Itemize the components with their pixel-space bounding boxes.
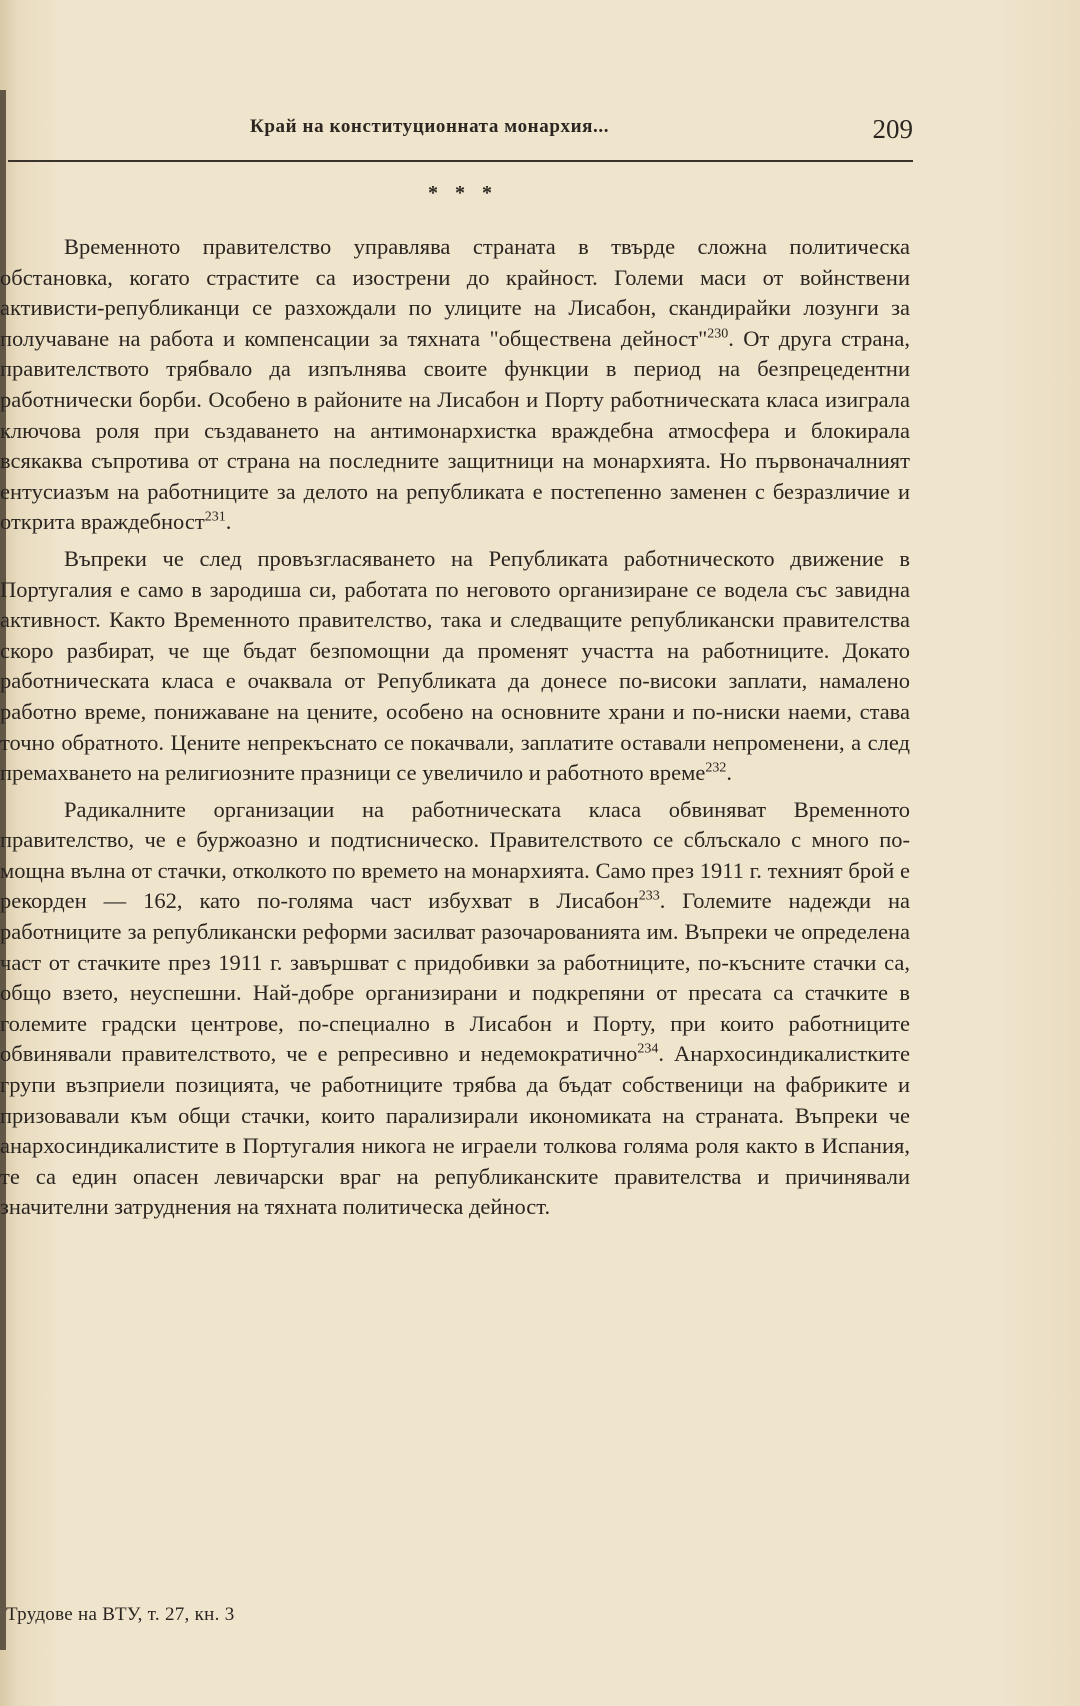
footnote-ref-234: 234 xyxy=(637,1041,659,1057)
footnote-ref-232: 232 xyxy=(705,760,727,776)
footnote-ref-231: 231 xyxy=(204,509,226,525)
footnote-ref-230: 230 xyxy=(707,326,729,342)
section-break-ornament: * * * xyxy=(428,182,498,204)
footnote-ref-233: 233 xyxy=(638,888,660,904)
page-number: 209 xyxy=(872,114,913,144)
running-header xyxy=(8,112,913,162)
signature-footer: Трудове на ВТУ, т. 27, кн. 3 xyxy=(6,1604,235,1625)
paragraph-1: Временното правителство управлява страната в твърде сложна политическа обстановка, когато страстите са изострени до крайност. Големи маси от войнствени активисти-републиканци се разхождали по улиците на Лисабон, скандирайки лозунги за получаване на работа и компенсации за тяхната "обществена дейност"$^{230}$. От друга страна, правителството трябвало да изпълнява своите функции в период на безпрецедентни работнически борби. Особено в районите на Лисабон и Порту работническата класа изиграла ключова роля при създаването на антимонархистка враждебна атмосфера и блокирала всякаква съпротива от страна на последните защитници на монархията. Но първоначалният ентусиазъм на работниците за делото на републиката е постепенно заменен с безразличие и открита враждебност$^{231}$. xyxy=(0,234,911,535)
running-title: Край на конституционната монархия... xyxy=(250,116,610,137)
paragraph-3: Радикалните организации на работническата класа обвиняват Временното правителство, че е буржоазно и подтисническо. Правителството се сблъскало с много по-мощна вълна от стачки, отколкото по времето на монархията. Само през 1911 г. техният брой е рекорден — 162, като по-голяма част избухват в Лисабон$^{233}$. Големите надежди на работниците за републикански реформи засилват разочарованията им. Въпреки че определена част от стачките през 1911 г. завършват с придобивки за работниците, по-късните стачки са, общо взето, неуспешни. Най-добре организирани и подкрепяни от пресата са стачките в големите градски центрове, по-специално в Лисабон и Порту, при които работниците обвинявали правителството, че е репресивно и недемократично$^{234}$. Анархосиндикалистките групи възприели позицията, че работниците трябва да бъдат собственици на фабриките и призовавали към общи стачки, които парализирали икономиката на страната. Въпреки че анархосиндикалистите в Португалия никога не играели толкова голяма роля както в Испания, те са един опасен левичарски враг на републиканските правителства и причинявали значителни затруднения на тяхната политическа дейност. xyxy=(0,796,911,1220)
body-text xyxy=(0,232,910,1229)
paragraph-2: Въпреки че след провъзгласяването на Републиката работническото движение в Португалия е само в зародиша си, работата по неговото организиране се водела със завидна активност. Както Временното правителство, така и следващите републикански правителства скоро разбират, че ще бъдат безпомощни да променят участта на работниците. Докато работническата класа е очаквала от Републиката да донесе по-високи заплати, намалено работно време, понижаване на цените, особено на основните храни и по-ниски наеми, става точно обратното. Цените непрекъснато се покачвали, заплатите оставали непроменени, а след премахването на религиозните празници се увеличило и работното време$^{232}$. xyxy=(0,545,910,786)
